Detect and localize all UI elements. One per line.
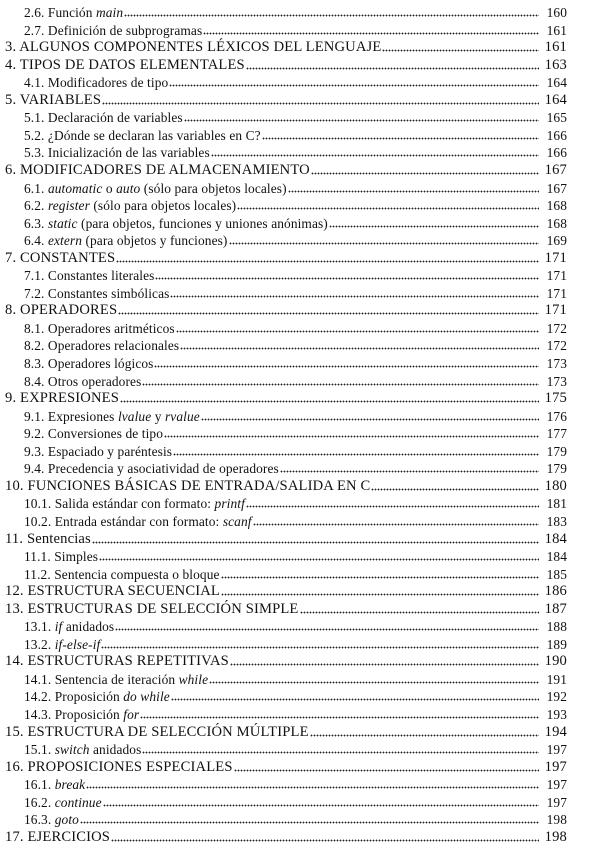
toc-entry-page-number: 188	[546, 619, 567, 635]
toc-entry-page-number: 160	[546, 5, 567, 20]
dot-leader	[118, 312, 539, 316]
toc-entry-page-number: 164	[546, 75, 567, 91]
toc-entry-title: 6.3. static (para objetos, funciones y uniones anónimas)	[24, 215, 328, 231]
toc-entry-page-number: 184	[544, 530, 567, 547]
toc-entry-page-number: 180	[544, 477, 567, 494]
toc-entry-page-number: 191	[546, 671, 567, 687]
dot-leader	[169, 84, 539, 88]
toc-entry-title: 11. Sentencias	[5, 530, 91, 547]
toc-entry-page-number: 186	[544, 583, 567, 600]
toc-entry-page-number: 197	[546, 777, 567, 793]
toc-entry-page-number: 164	[544, 91, 567, 108]
dot-leader	[164, 435, 539, 439]
toc-entry[interactable]	[24, 441, 567, 459]
toc-entry-page-number: 173	[546, 373, 567, 389]
toc-entry-page-number: 171	[546, 285, 567, 301]
toc-entry-title: 14.1. Sentencia de iteración while	[24, 671, 209, 687]
toc-entry-page-number: 168	[546, 198, 567, 214]
toc-entry-page-number: 166	[546, 127, 567, 143]
toc-entry-title: 7.2. Constantes simbólicas	[24, 285, 170, 301]
toc-entry[interactable]	[24, 178, 567, 196]
dot-leader	[115, 628, 539, 632]
toc-entry-title: 5.2. ¿Dónde se declaran las variables en C?	[24, 127, 261, 143]
toc-entry-page-number: 197	[544, 758, 567, 775]
toc-entry-title: 7. CONSTANTES	[5, 249, 116, 266]
toc-entry-title: 13.1. if anidados	[24, 619, 115, 635]
toc-entry[interactable]	[5, 827, 567, 845]
toc-entry-page-number: 179	[546, 443, 567, 459]
dot-leader	[262, 137, 539, 141]
dot-leader	[253, 523, 539, 527]
toc-entry[interactable]	[5, 476, 567, 494]
dot-leader	[116, 260, 539, 264]
toc-entry[interactable]	[24, 213, 567, 231]
dot-leader	[155, 277, 539, 281]
toc-entry-title: 4. TIPOS DE DATOS ELEMENTALES	[5, 56, 245, 73]
toc-entry-page-number: 171	[544, 249, 567, 266]
toc-entry[interactable]	[24, 739, 567, 757]
toc-entry[interactable]	[24, 125, 567, 143]
toc-entry-page-number: 197	[546, 794, 567, 810]
dot-leader	[99, 558, 539, 562]
toc-entry-title: 16.2. continue	[24, 794, 102, 810]
toc-entry[interactable]	[5, 90, 567, 108]
toc-entry-title: 14.3. Proposición for	[24, 707, 140, 722]
toc-entry[interactable]	[24, 72, 567, 90]
toc-entry[interactable]	[24, 406, 567, 424]
toc-entry-title: 8. OPERADORES	[5, 302, 118, 319]
dot-leader	[382, 49, 539, 53]
dot-leader	[176, 330, 539, 334]
dot-leader	[101, 646, 539, 650]
toc-entry-title: 14. ESTRUCTURAS REPETITIVAS	[5, 653, 229, 670]
toc-entry[interactable]	[5, 757, 567, 775]
dot-leader	[288, 190, 539, 194]
toc-entry-page-number: 179	[546, 461, 567, 477]
dot-leader	[103, 804, 539, 808]
toc-entry-title: 16.3. goto	[24, 812, 79, 828]
dot-leader	[237, 207, 539, 211]
toc-entry[interactable]	[5, 529, 567, 547]
toc-entry[interactable]	[24, 107, 567, 125]
toc-entry[interactable]	[5, 248, 567, 266]
dot-leader	[142, 383, 539, 387]
toc-entry[interactable]	[5, 599, 567, 617]
dot-leader	[201, 418, 539, 422]
toc-entry-title: 5.3. Inicialización de las variables	[24, 145, 210, 161]
dot-leader	[203, 32, 539, 36]
toc-entry[interactable]	[24, 686, 567, 704]
dot-leader	[246, 67, 539, 71]
toc-entry-page-number: 198	[546, 812, 567, 828]
toc-entry-page-number: 198	[544, 828, 567, 845]
toc-entry-page-number: 161	[544, 39, 567, 56]
dot-leader	[140, 716, 539, 720]
toc-entry[interactable]	[5, 300, 567, 318]
toc-entry-title: 11.1. Simples	[24, 549, 99, 565]
toc-entry-page-number: 177	[546, 426, 567, 442]
toc-entry-title: 2.6. Función main	[24, 5, 124, 20]
dot-leader	[211, 154, 539, 158]
toc-entry-page-number: 168	[546, 215, 567, 231]
dot-leader	[92, 541, 539, 545]
dot-leader	[209, 681, 539, 685]
toc-entry-title: 9.3. Espaciado y paréntesis	[24, 443, 173, 459]
toc-entry-title: 15. ESTRUCTURA DE SELECCIÓN MÚLTIPLE	[5, 723, 309, 740]
toc-entry-title: 13. ESTRUCTURAS DE SELECCIÓN SIMPLE	[5, 600, 299, 617]
toc-entry-title: 10.2. Entrada estándar con formato: scanf	[24, 513, 252, 529]
toc-entry[interactable]	[5, 160, 567, 178]
dot-leader	[310, 734, 539, 738]
toc-entry-page-number: 183	[546, 513, 567, 529]
toc-entry-page-number: 172	[546, 320, 567, 336]
dot-leader	[170, 295, 539, 299]
toc-entry-page-number: 172	[546, 338, 567, 354]
toc-entry-page-number: 166	[546, 145, 567, 161]
toc-entry-title: 6.4. extern (para objetos y funciones)	[24, 233, 228, 249]
toc-entry-title: 9.4. Precedencia y asociatividad de operadores	[24, 461, 279, 477]
toc-entry-page-number: 189	[546, 636, 567, 652]
toc-entry-page-number: 176	[546, 408, 567, 424]
toc-entry[interactable]	[24, 458, 567, 476]
toc-entry-page-number: 181	[546, 496, 567, 512]
toc-entry-title: 8.2. Operadores relacionales	[24, 338, 180, 354]
toc-entry-title: 2.7. Definición de subprogramas	[24, 22, 203, 38]
toc-entry-page-number: 194	[544, 723, 567, 740]
toc-entry-title: 12. ESTRUCTURA SECUENCIAL	[5, 583, 220, 600]
toc-entry-title: 10.1. Salida estándar con formato: printf	[24, 496, 245, 512]
dot-leader	[154, 365, 539, 369]
toc-entry[interactable]	[24, 353, 567, 371]
toc-entry-page-number: 167	[546, 180, 567, 196]
toc-entry-title: 8.4. Otros operadores	[24, 373, 142, 389]
toc-entry-title: 6.1. automatic o auto (sólo para objetos locales)	[24, 180, 287, 196]
dot-leader	[173, 453, 539, 457]
toc-entry[interactable]	[24, 318, 567, 336]
toc-entry[interactable]	[24, 142, 567, 160]
dot-leader	[124, 14, 539, 18]
toc-entry-title: 13.2. if-else-if	[24, 636, 101, 652]
toc-entry-title: 9.2. Conversiones de tipo	[24, 426, 163, 442]
toc-entry[interactable]	[24, 704, 567, 722]
toc-entry-title: 16. PROPOSICIONES ESPECIALES	[5, 758, 233, 775]
toc-entry[interactable]	[24, 792, 567, 810]
toc-entry[interactable]	[24, 2, 567, 20]
dot-leader	[234, 769, 539, 773]
toc-entry[interactable]	[24, 546, 567, 564]
toc-entry-page-number: 175	[544, 390, 567, 407]
toc-entry[interactable]	[24, 230, 567, 248]
toc-entry-title: 9.1. Expresiones lvalue y rvalue	[24, 408, 200, 424]
dot-leader	[230, 663, 539, 667]
toc-entry-page-number: 190	[544, 653, 567, 670]
toc-entry-title: 5. VARIABLES	[5, 91, 102, 108]
dot-leader	[180, 347, 539, 351]
toc-entry[interactable]	[5, 651, 567, 669]
toc-entry[interactable]	[24, 423, 567, 441]
toc-entry-page-number: 169	[546, 233, 567, 249]
toc-entry[interactable]	[24, 634, 567, 652]
toc-entry[interactable]	[5, 581, 567, 599]
toc-entry-title: 6. MODIFICADORES DE ALMACENAMIENTO	[5, 161, 310, 178]
toc-entry-page-number: 187	[544, 600, 567, 617]
toc-entry-title: 10. FUNCIONES BÁSICAS DE ENTRADA/SALIDA EN C	[5, 477, 371, 494]
toc-entry-title: 3. ALGUNOS COMPONENTES LÉXICOS DEL LENGUAJE	[5, 39, 382, 56]
dot-leader	[221, 576, 539, 580]
toc-entry-title: 6.2. register (sólo para objetos locales)	[24, 198, 237, 214]
dot-leader	[221, 593, 539, 597]
dot-leader	[111, 839, 539, 843]
toc-entry-page-number: 165	[546, 110, 567, 126]
toc-entry-title: 5.1. Declaración de variables	[24, 110, 183, 126]
toc-entry[interactable]	[24, 809, 567, 827]
dot-leader	[371, 488, 539, 492]
toc-entry-page-number: 163	[544, 56, 567, 73]
toc-entry[interactable]	[5, 388, 567, 406]
dot-leader	[246, 505, 539, 509]
toc-entry[interactable]	[24, 283, 567, 301]
toc-entry[interactable]	[24, 564, 567, 582]
toc-entry-page-number: 192	[546, 689, 567, 705]
dot-leader	[120, 400, 539, 404]
toc-entry[interactable]	[24, 774, 567, 792]
dot-leader	[86, 786, 539, 790]
dot-leader	[184, 119, 539, 123]
toc-entry[interactable]	[24, 335, 567, 353]
dot-leader	[300, 611, 540, 615]
toc-entry[interactable]	[24, 669, 567, 687]
toc-entry-page-number: 171	[544, 302, 567, 319]
dot-leader	[311, 172, 539, 176]
toc-entry-title: 16.1. break	[24, 777, 86, 793]
toc-entry[interactable]	[24, 20, 567, 38]
toc-entry-page-number: 167	[544, 161, 567, 178]
dot-leader	[102, 102, 539, 106]
toc-entry-title: 9. EXPRESIONES	[5, 390, 119, 407]
toc-entry-title: 14.2. Proposición do while	[24, 689, 170, 705]
toc-entry-title: 17. EJERCICIOS	[5, 828, 111, 845]
toc-entry[interactable]	[24, 493, 567, 511]
dot-leader	[80, 821, 539, 825]
toc-entry[interactable]	[5, 55, 567, 73]
toc-entry-page-number: 185	[546, 566, 567, 582]
toc-entry[interactable]	[24, 371, 567, 389]
toc-entry[interactable]	[24, 511, 567, 529]
toc-entry-title: 15.1. switch anidados	[24, 742, 142, 758]
toc-entry[interactable]	[5, 722, 567, 740]
dot-leader	[229, 242, 540, 246]
toc-entry-page-number: 193	[546, 707, 567, 722]
dot-leader	[171, 698, 539, 702]
toc-entry-title: 4.1. Modificadores de tipo	[24, 75, 169, 91]
toc-entry[interactable]	[5, 37, 567, 55]
toc-entry[interactable]	[24, 195, 567, 213]
toc-entry-title: 11.2. Sentencia compuesta o bloque	[24, 566, 220, 582]
dot-leader	[280, 470, 539, 474]
toc-entry-title: 8.1. Operadores aritméticos	[24, 320, 175, 336]
dot-leader	[142, 751, 539, 755]
toc-entry[interactable]	[24, 265, 567, 283]
toc-entry-page-number: 171	[546, 268, 567, 284]
toc-entry-page-number: 184	[546, 549, 567, 565]
toc-entry-page-number: 197	[546, 742, 567, 758]
toc-entry-page-number: 173	[546, 356, 567, 371]
toc-entry-title: 8.3. Operadores lógicos	[24, 356, 154, 371]
toc-entry-page-number: 161	[546, 22, 567, 38]
toc-entry-title: 7.1. Constantes literales	[24, 268, 155, 284]
toc-entry[interactable]	[24, 616, 567, 634]
dot-leader	[329, 225, 539, 229]
